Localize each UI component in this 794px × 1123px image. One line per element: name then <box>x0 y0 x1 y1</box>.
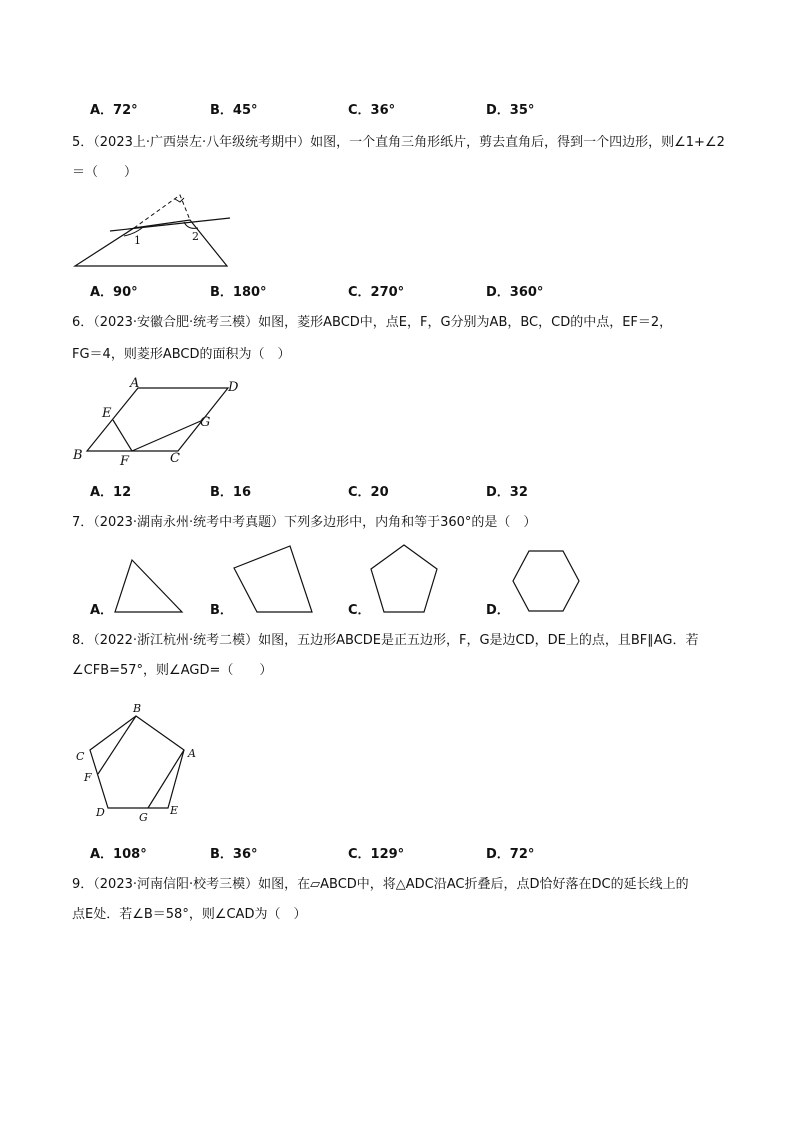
q6-option-d[interactable]: D．32 <box>486 485 528 500</box>
q8-option-a[interactable]: A．108° <box>90 847 147 862</box>
q8-option-d[interactable]: D．72° <box>486 847 535 862</box>
q8-label-d: D <box>96 806 105 819</box>
q9-stem-line1: 9．（2023·河南信阳·校考三模）如图，在▱ABCD中，将△ADC沿AC折叠后，点D恰好落在DC的延长线上的 <box>72 877 689 892</box>
q4-option-a[interactable]: A．72° <box>90 103 138 118</box>
q6-stem-line2: FG＝4，则菱形ABCD的面积为（ ） <box>72 347 291 362</box>
q7-option-c[interactable]: C． <box>348 603 371 618</box>
q5-option-a[interactable]: A．90° <box>90 285 138 300</box>
q7-quadrilateral <box>234 546 312 612</box>
q5-stem-line2: ＝（ ） <box>72 165 138 180</box>
q5-option-d[interactable]: D．360° <box>486 285 544 300</box>
q8-segment-ag <box>148 750 184 808</box>
q5-cut-line <box>110 218 230 231</box>
q5-stem-line1: 5．（2023上·广西崇左·八年级统考期中）如图，一个直角三角形纸片，剪去直角后，得到一个四边形，则∠1+∠2 <box>72 135 725 150</box>
q7-option-b[interactable]: B． <box>210 603 233 618</box>
q8-label-g: G <box>139 811 148 824</box>
q8-label-f: F <box>84 771 92 784</box>
q7-quadrilateral-figure <box>230 544 316 616</box>
q6-rhombus-figure <box>70 374 250 470</box>
q7-hexagon-figure <box>510 548 582 614</box>
q7-option-a[interactable]: A． <box>90 603 114 618</box>
q6-segment-fg <box>132 420 203 451</box>
q8-label-c: C <box>76 750 85 763</box>
q6-segment-ef <box>113 420 132 451</box>
q8-pentagon <box>90 716 184 808</box>
q6-label-c: C <box>170 451 180 466</box>
q8-option-c[interactable]: C．129° <box>348 847 405 862</box>
q6-label-a: A <box>130 376 140 391</box>
q5-figure <box>72 190 237 270</box>
q7-stem-line1: 7．（2023·湖南永州·统考中考真题）下列多边形中，内角和等于360°的是（ ） <box>72 515 537 530</box>
q6-stem-line1: 6．（2023·安徽合肥·统考三模）如图，菱形ABCD中，点E，F，G分别为AB，BC，CD的中点，EF＝2， <box>72 315 673 330</box>
q5-option-c[interactable]: C．270° <box>348 285 405 300</box>
q6-label-g: G <box>200 415 211 430</box>
q6-option-b[interactable]: B．16 <box>210 485 251 500</box>
q7-triangle-figure <box>112 558 186 616</box>
q7-pentagon <box>371 545 437 612</box>
q6-option-c[interactable]: C．20 <box>348 485 389 500</box>
q4-option-d[interactable]: D．35° <box>486 103 535 118</box>
q9-stem-line2: 点E处．若∠B＝58°，则∠CAD为（ ） <box>72 907 307 922</box>
q8-segment-bf <box>98 716 136 774</box>
q5-option-b[interactable]: B．180° <box>210 285 267 300</box>
q5-angle-1-label: 1 <box>134 234 141 247</box>
q6-label-b: B <box>73 448 83 463</box>
q6-label-d: D <box>228 380 239 395</box>
q6-label-e: E <box>102 406 112 421</box>
q7-option-d[interactable]: D． <box>486 603 510 618</box>
q8-pentagon-figure <box>72 702 202 826</box>
q7-pentagon-figure <box>368 542 440 616</box>
q7-triangle <box>115 560 182 612</box>
q6-option-a[interactable]: A．12 <box>90 485 132 500</box>
q8-stem-line2: ∠CFB=57°，则∠AGD=（ ） <box>72 663 273 678</box>
q6-label-f: F <box>120 454 130 469</box>
q8-stem-line1: 8．（2022·浙江杭州·统考二模）如图，五边形ABCDE是正五边形，F，G是边CD，DE上的点，且BF∥AG．若 <box>72 633 699 648</box>
q8-label-e: E <box>170 804 179 817</box>
q4-option-c[interactable]: C．36° <box>348 103 396 118</box>
q8-label-a: A <box>188 747 196 760</box>
q5-angle-2-label: 2 <box>192 230 199 243</box>
q7-hexagon <box>513 551 579 611</box>
q8-label-b: B <box>133 702 142 715</box>
q4-option-b[interactable]: B．45° <box>210 103 258 118</box>
q8-option-b[interactable]: B．36° <box>210 847 258 862</box>
